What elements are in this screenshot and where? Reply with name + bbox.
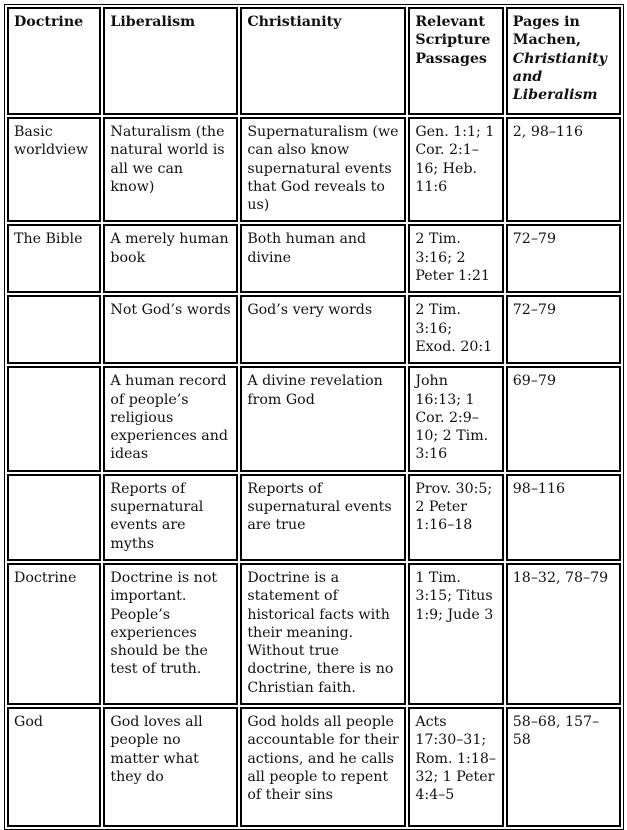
cell-scripture: 1 Tim. 3:15; Titus 1:9; Jude 3 (408, 563, 503, 705)
cell-scripture: 2 Tim. 3:16; Exod. 20:1 (408, 295, 503, 364)
cell-doctrine: Doctrine (7, 563, 101, 705)
cell-doctrine (7, 474, 101, 561)
cell-christianity: Both human and divine (240, 224, 406, 293)
cell-doctrine: Basic worldview (7, 117, 101, 222)
cell-pages: 2, 98–116 (506, 117, 621, 222)
cell-liberalism: A human record of people’s religious experiences and ideas (103, 366, 238, 471)
cell-pages: 18–32, 78–79 (506, 563, 621, 705)
cell-scripture: John 16:13; 1 Cor. 2:9–10; 2 Tim. 3:16 (408, 366, 503, 471)
cell-pages: 69–79 (506, 366, 621, 471)
cell-christianity: Doctrine is a statement of historical facts with their meaning. Without true doctrine, there is no Christian faith. (240, 563, 406, 705)
table-row (7, 295, 621, 364)
cell-christianity: God’s very words (240, 295, 406, 364)
cell-pages: 72–79 (506, 295, 621, 364)
table-row (7, 366, 621, 471)
cell-scripture: Prov. 30:5; 2 Peter 1:16–18 (408, 474, 503, 561)
cell-pages: 72–79 (506, 224, 621, 293)
table-row (7, 117, 621, 222)
cell-liberalism: God loves all people no matter what they do (103, 707, 238, 827)
cell-christianity: God holds all people accountable for their actions, and he calls all people to repent of their sins (240, 707, 406, 827)
table-row (7, 563, 621, 705)
header-doctrine: Doctrine (7, 7, 101, 115)
comparison-table (4, 4, 624, 830)
header-scripture: Relevant Scripture Passages (408, 7, 503, 115)
cell-liberalism: A merely human book (103, 224, 238, 293)
cell-scripture: Gen. 1:1; 1 Cor. 2:1–16; Heb. 11:6 (408, 117, 503, 222)
cell-doctrine (7, 295, 101, 364)
cell-liberalism: Not God’s words (103, 295, 238, 364)
cell-christianity: Supernaturalism (we can also know supernatural events that God reveals to us) (240, 117, 406, 222)
cell-christianity: A divine revelation from God (240, 366, 406, 471)
cell-liberalism: Naturalism (the natural world is all we can know) (103, 117, 238, 222)
header-pages-prefix: Pages in Machen, (512, 14, 581, 49)
cell-pages: 98–116 (506, 474, 621, 561)
table-row (7, 474, 621, 561)
header-pages (506, 7, 621, 115)
cell-doctrine: God (7, 707, 101, 827)
cell-scripture: Acts 17:30–31; Rom. 1:18–32; 1 Peter 4:4–5 (408, 707, 503, 827)
cell-liberalism: Doctrine is not important. People’s experiences should be the test of truth. (103, 563, 238, 705)
header-row (7, 7, 621, 115)
cell-christianity: Reports of supernatural events are true (240, 474, 406, 561)
cell-doctrine (7, 366, 101, 471)
table-row (7, 224, 621, 293)
cell-doctrine: The Bible (7, 224, 101, 293)
cell-liberalism: Reports of supernatural events are myths (103, 474, 238, 561)
header-liberalism: Liberalism (103, 7, 238, 115)
table-row (7, 707, 621, 827)
header-christianity: Christianity (240, 7, 406, 115)
cell-scripture: 2 Tim. 3:16; 2 Peter 1:21 (408, 224, 503, 293)
header-pages-book-title: Christianity and Liberalism (512, 50, 607, 104)
cell-pages: 58–68, 157–58 (506, 707, 621, 827)
